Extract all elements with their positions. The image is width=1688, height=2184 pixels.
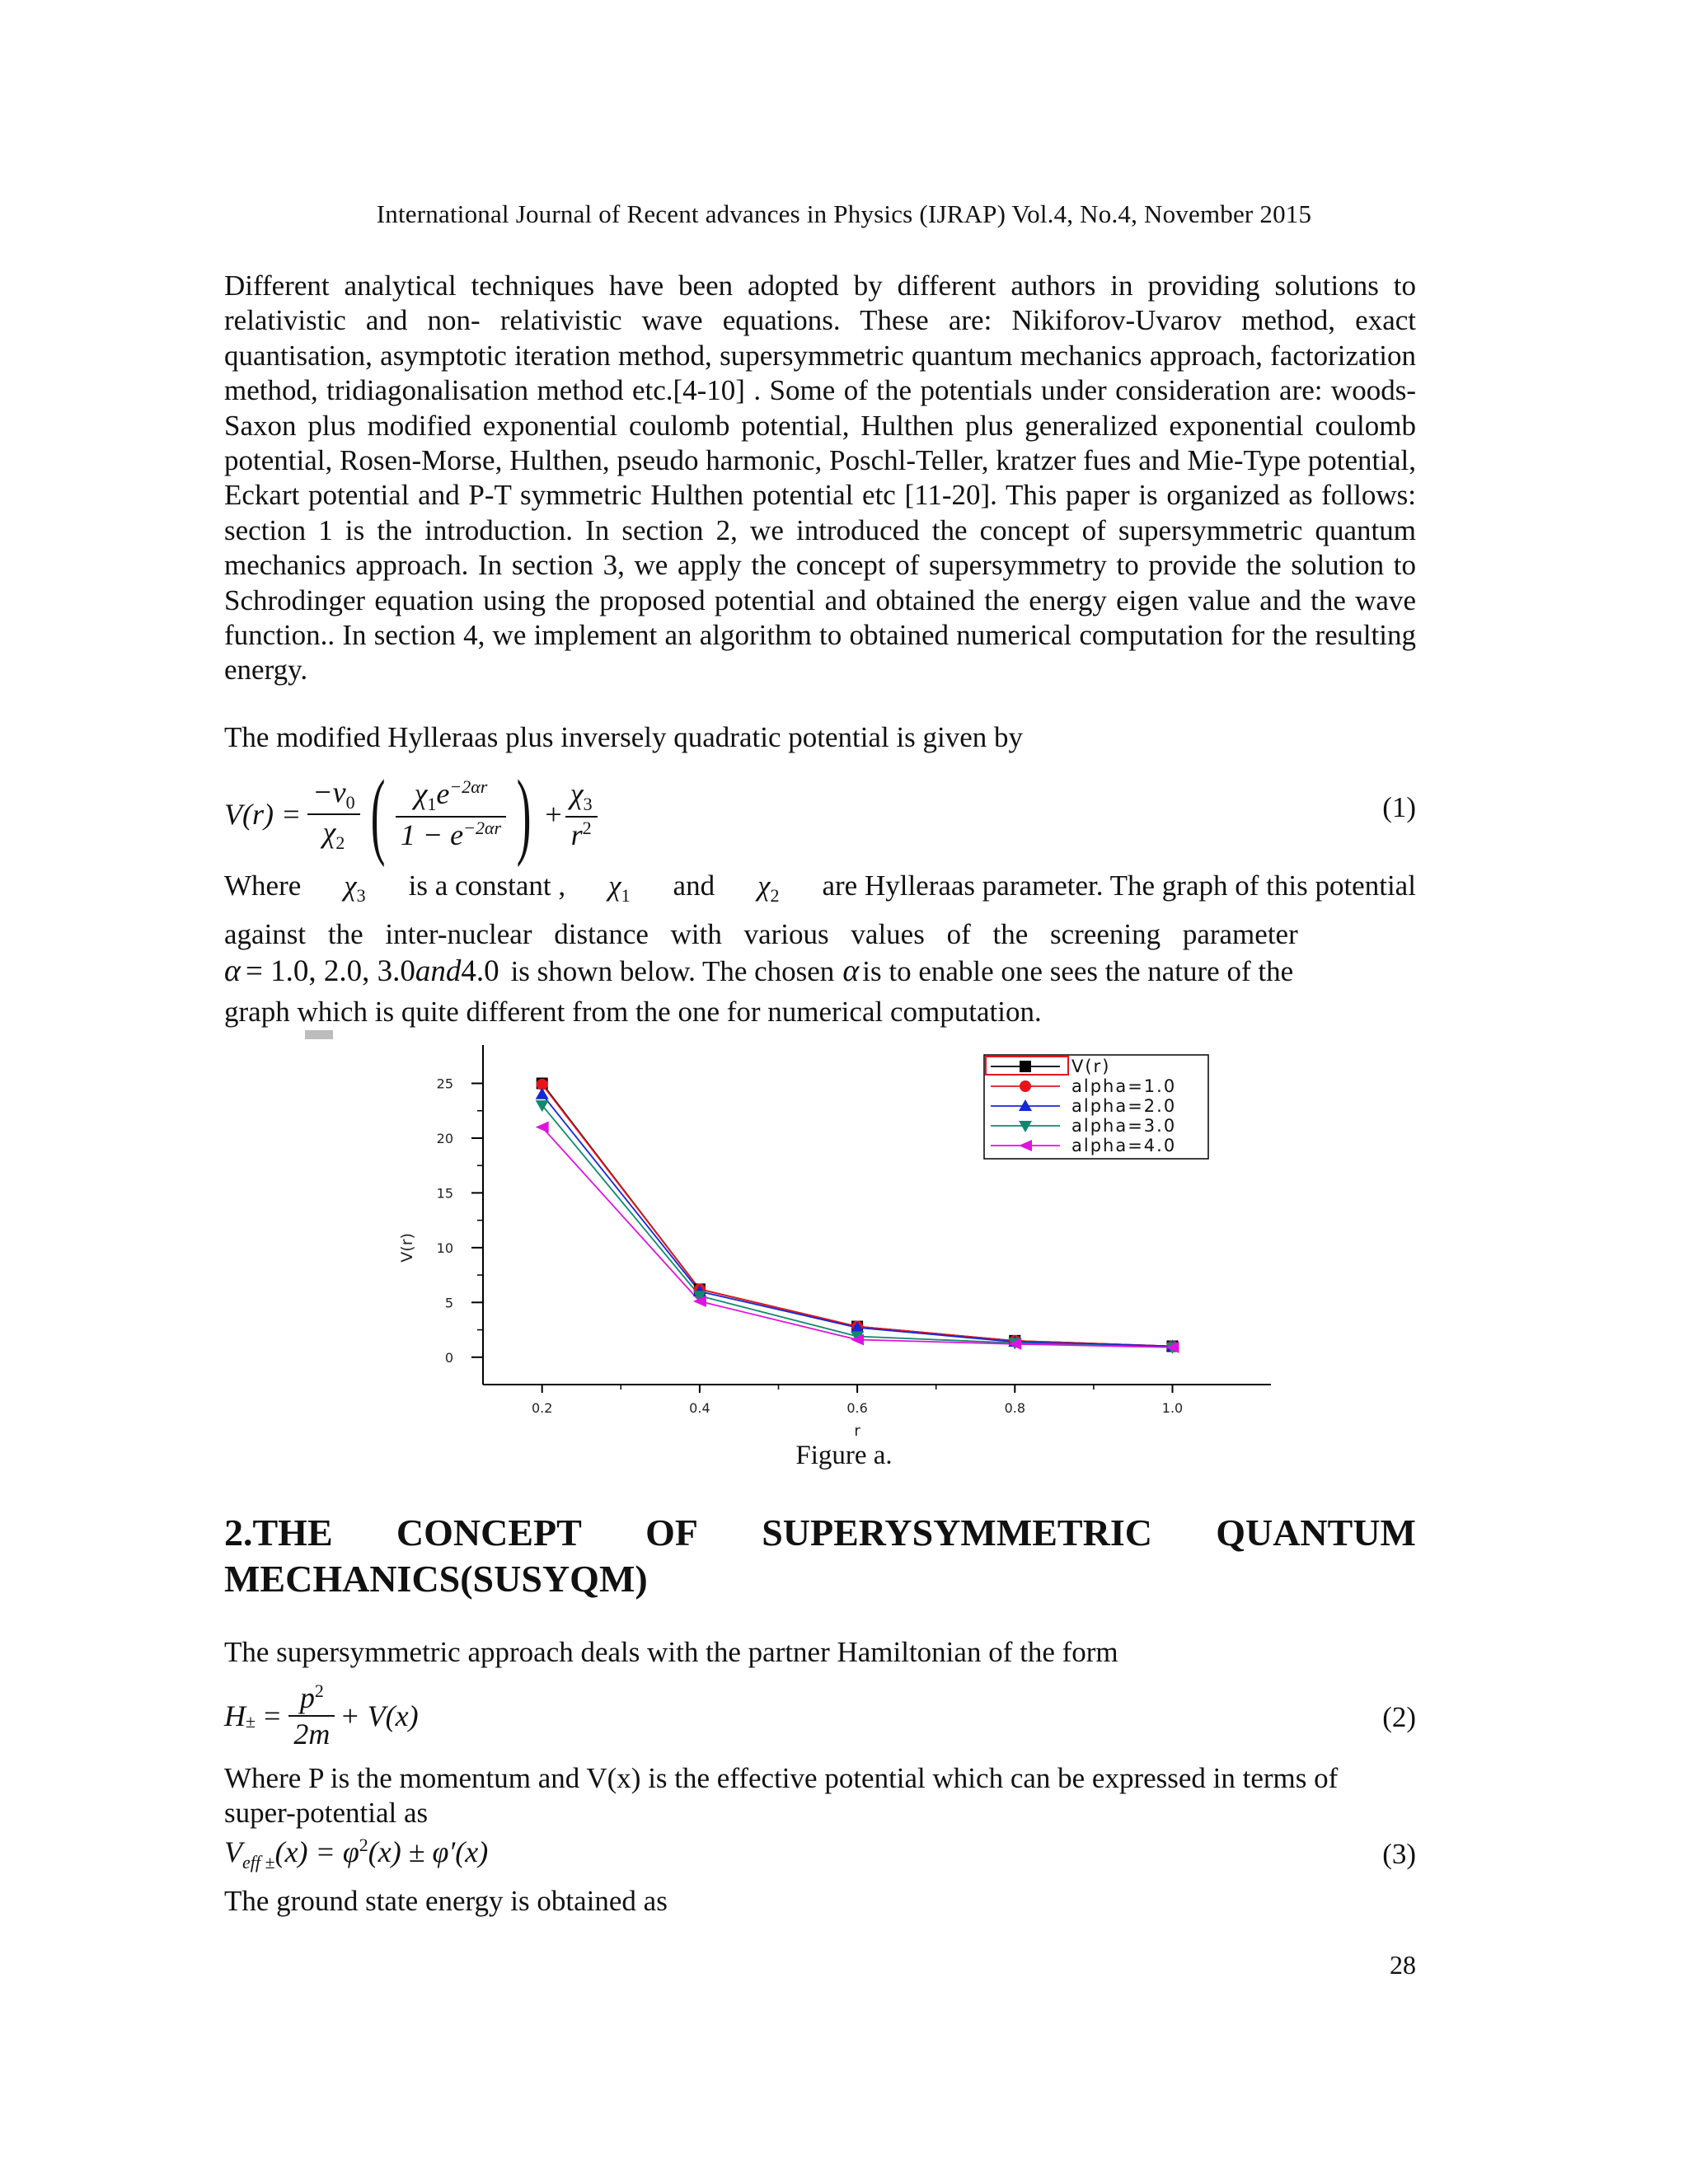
legend-label: alpha=1.0	[1071, 1076, 1177, 1096]
ground-state-line: The ground state energy is obtained as	[224, 1885, 668, 1917]
y-tick-label: 20	[436, 1130, 453, 1146]
scan-artifact	[305, 1030, 333, 1039]
eq2-fraction: $\frac{p^2}{2m}$	[288, 1680, 335, 1751]
x-axis-label: r	[854, 1422, 860, 1440]
x-tick-label: 0.4	[689, 1400, 710, 1416]
page-number: 28	[1390, 1950, 1416, 1980]
equation-number-1: (1)	[1382, 791, 1416, 823]
y-tick-label: 15	[436, 1185, 453, 1202]
where-line: Where $\chi_3$ is a constant , $\chi_1$ and $\chi_2$ are Hylleraas parameter. The graph of this potential	[224, 869, 1416, 906]
y-axis-label: V(r)	[398, 1233, 416, 1263]
section-heading-line1	[224, 1510, 1416, 1556]
section-heading-word: OF	[645, 1511, 698, 1554]
eq1-inner-fraction: $\frac{\chi_1e^{-2\alpha r}}{1 - e^{-2\alpha r}}$	[396, 776, 506, 851]
y-tick-label: 5	[444, 1295, 453, 1311]
alpha-line: α = 1.0, 2.0, 3.0 and 4.0 is shown below. The chosen α is to enable one sees the nature of the	[224, 954, 1294, 988]
x-tick-label: 0.6	[846, 1400, 868, 1416]
equation-1	[224, 757, 598, 872]
equation-number-2: (2)	[1382, 1701, 1416, 1733]
equation-3: $V_{eff \pm}(x) = \varphi^2(x) \pm \varphi'(x)$	[224, 1835, 489, 1873]
series-line	[542, 1127, 1173, 1347]
section-heading-line2: MECHANICS(SUSYQM)	[224, 1558, 648, 1600]
momentum-line: Where P is the momentum and V(x) is the effective potential which can be expressed in terms of	[224, 1762, 1339, 1794]
eq1-lhs: V(r) =	[224, 798, 302, 831]
y-tick-label: 0	[444, 1349, 453, 1366]
eq1-plus: +	[545, 798, 562, 831]
legend-marker	[1020, 1080, 1031, 1092]
right-paren: )	[516, 760, 532, 868]
equation-number-3: (3)	[1382, 1838, 1416, 1870]
intro-paragraph: Different analytical techniques have been adopted by different authors in providing solutions to relativistic and non- relativistic wave equations. These are: Nikiforov-Uvarov method, exact quantisation, asymptotic iteration method, supersymmetric quantum mechanics approach, factorization method, tridiagonalisation method etc.[4-10] . Some of the potentials under consideration are: woods-Saxon plus modified exponential coulomb potential, Hulthen plus generalized exponential coulomb potential, Rosen-Morse, Hulthen, pseudo harmonic, Poschl-Teller, kratzer fues and Mie-Type potential, Eckart potential and P-T symmetric Hulthen potential etc [11-20]. This paper is organized as follows: section 1 is the introduction. In section 2, we introduced the concept of supersymmetric quantum mechanics approach. In section 3, we apply the concept of supersymmetry to provide the solution to Schrodinger equation using the proposed potential and obtained the energy eigen value and the wave function.. In section 4, we implement an algorithm to obtained numerical computation for the resulting energy.	[224, 269, 1416, 687]
figure-caption: Figure a.	[795, 1441, 893, 1470]
section-heading-word: SUPERYSYMMETRIC	[762, 1511, 1152, 1554]
against-line: against the inter-nuclear distance with various values of the screening parameter	[224, 918, 1298, 950]
legend-label: alpha=2.0	[1071, 1096, 1177, 1116]
y-tick-label: 10	[436, 1240, 453, 1256]
superpotential-line: super-potential as	[224, 1797, 429, 1829]
section-heading-word: CONCEPT	[396, 1511, 582, 1554]
legend-marker	[1020, 1061, 1031, 1072]
equation-2: H ± = $\frac{p^2}{2m}$ + V(x)	[224, 1680, 419, 1750]
section-heading-word: QUANTUM	[1216, 1511, 1416, 1554]
potential-intro: The modified Hylleraas plus inversely quadratic potential is given by	[224, 721, 1024, 753]
graph-line: graph which is quite different from the one for numerical computation.	[224, 996, 1042, 1028]
data-point	[536, 1122, 549, 1133]
legend-label: alpha=3.0	[1071, 1116, 1177, 1136]
legend-label: V(r)	[1071, 1057, 1111, 1076]
y-tick-label: 25	[436, 1076, 453, 1092]
left-paren: (	[370, 760, 386, 868]
journal-header: International Journal of Recent advances in Physics (IJRAP) Vol.4, No.4, November 2015	[376, 199, 1312, 228]
potential-chart	[363, 1045, 1302, 1441]
section-heading-word: 2.THE	[224, 1511, 333, 1554]
section-heading	[224, 1510, 1416, 1602]
eq1-term: $\frac{\chi_3}{r^2}$	[565, 776, 598, 851]
x-tick-label: 0.8	[1004, 1400, 1026, 1416]
x-tick-label: 0.2	[531, 1400, 553, 1416]
x-tick-label: 1.0	[1161, 1400, 1184, 1416]
susy-intro: The supersymmetric approach deals with the partner Hamiltonian of the form	[224, 1636, 1118, 1668]
legend-label: alpha=4.0	[1071, 1136, 1177, 1155]
eq1-coefficient: $\frac{-v_0}{\chi_2}$	[307, 775, 359, 854]
